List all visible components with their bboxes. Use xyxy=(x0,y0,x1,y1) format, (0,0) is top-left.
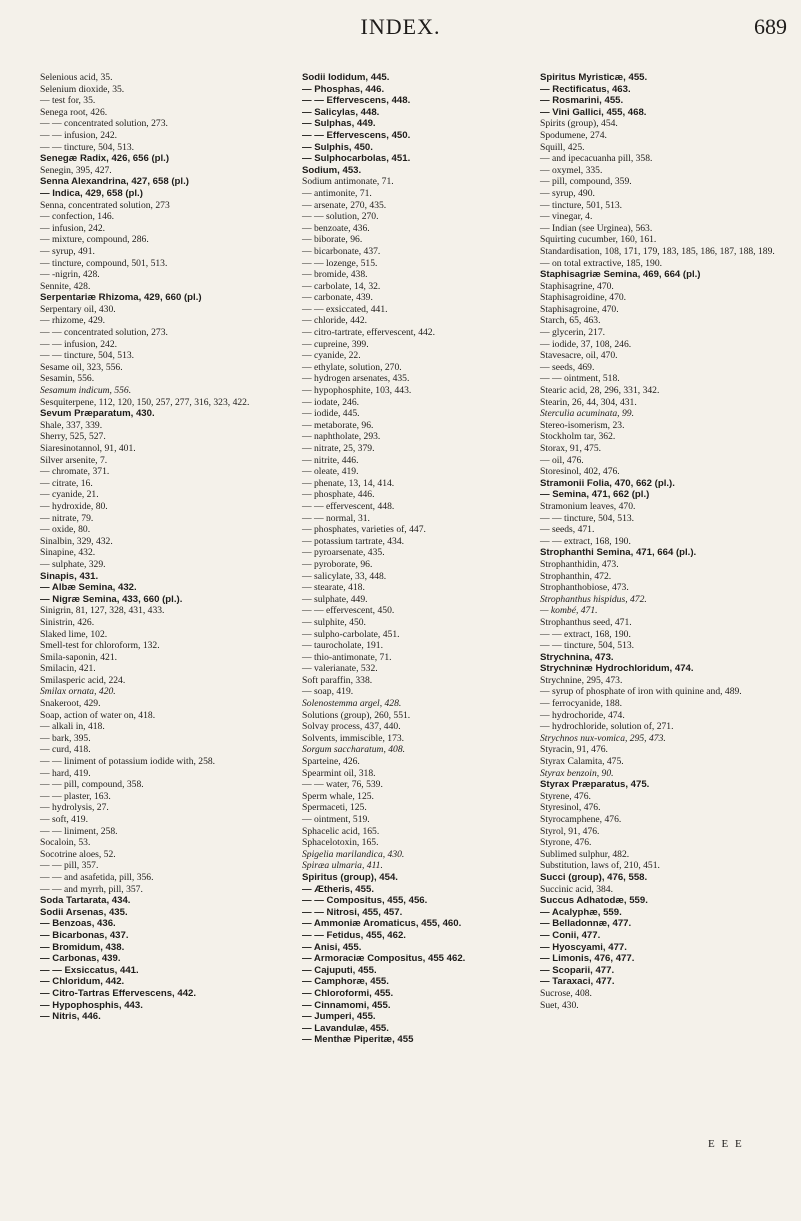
index-entry: Sinigrin, 81, 127, 328, 431, 433. xyxy=(40,605,165,617)
index-entry: — bark, 395. xyxy=(40,732,91,744)
index-entry: — iodate, 246. xyxy=(302,396,360,408)
index-entry: — — Effervescens, 448. xyxy=(302,95,411,107)
index-entry: — Anisi, 455. xyxy=(302,941,362,953)
index-entry: — Cajuputi, 455. xyxy=(302,964,377,976)
index-entry: Staphisagroine, 470. xyxy=(540,303,619,315)
index-entry: — syrup of phosphate of iron with quinine and, 489. xyxy=(540,686,742,698)
index-entry: — Nitris, 446. xyxy=(40,1011,101,1023)
index-entry: — vinegar, 4. xyxy=(540,211,593,223)
index-entry: — sulphate, 329. xyxy=(40,558,106,570)
index-entry: — soap, 419. xyxy=(302,686,354,698)
index-entry: Siaresinotannol, 91, 401. xyxy=(40,443,136,454)
index-entry: Socaloin, 53. xyxy=(40,837,91,849)
index-entry: — Bicarbonas, 437. xyxy=(40,929,129,941)
index-entry: — — tincture, 504, 513. xyxy=(540,512,635,524)
index-entry: Styrax Præparatus, 475. xyxy=(540,779,650,791)
index-entry: Spirits (group), 454. xyxy=(540,118,618,130)
index-entry: — bicarbonate, 437. xyxy=(302,245,381,257)
index-entry: Solutions (group), 260, 551. xyxy=(302,709,411,721)
index-entry: Staphisagroidine, 470. xyxy=(540,292,627,304)
index-entry: Smilasperic acid, 224. xyxy=(40,674,126,686)
index-entry: Stearin, 26, 44, 304, 431. xyxy=(540,396,637,408)
index-entry: — — ointment, 518. xyxy=(540,373,620,385)
index-entry: — — water, 76, 539. xyxy=(302,779,383,791)
index-entry: Senna, concentrated solution, 273 xyxy=(40,199,170,211)
index-entry: Solenostemma argel, 428. xyxy=(302,698,402,710)
index-entry: — — tincture, 504, 513. xyxy=(40,141,135,153)
index-entry: — — liniment of potassium iodide with, 258. xyxy=(40,756,216,768)
index-entry: Squill, 425. xyxy=(540,141,585,153)
index-entry: Sparteine, 426. xyxy=(302,756,360,768)
index-entry: Sperm whale, 125. xyxy=(302,790,374,802)
index-entry: Storax, 91, 475. xyxy=(540,443,602,454)
index-entry: — Nigræ Semina, 433, 660 (pl.). xyxy=(40,593,183,605)
index-entry: — — liniment, 258. xyxy=(40,825,118,837)
index-entry: Sodii Arsenas, 435. xyxy=(40,906,128,918)
index-entry: Senegæ Radix, 426, 656 (pl.) xyxy=(40,153,170,165)
index-entry: — — infusion, 242. xyxy=(40,338,118,350)
index-entry: Serpentary oil, 430. xyxy=(40,303,116,315)
index-entry: — Sulphocarbolas, 451. xyxy=(302,153,411,165)
index-entry: — — tincture, 504, 513. xyxy=(40,350,135,362)
index-entry: Sesamin, 556. xyxy=(40,373,95,385)
index-entry: Sinapine, 432. xyxy=(40,547,96,559)
index-entry: Smilax ornata, 420. xyxy=(40,686,116,698)
index-entry: — — extract, 168, 190. xyxy=(540,535,631,547)
index-entry: — citro-tartrate, effervescent, 442. xyxy=(302,327,436,339)
index-entry: — pill, compound, 359. xyxy=(540,176,632,188)
index-entry: — — plaster, 163. xyxy=(40,790,111,802)
index-entry: Stavesacre, oil, 470. xyxy=(540,350,618,362)
index-entry: Sucrose, 408. xyxy=(540,987,592,999)
index-entry: Selenium dioxide, 35. xyxy=(40,83,125,95)
index-entry: Styrene, 476. xyxy=(540,790,591,802)
index-entry: — bromide, 438. xyxy=(302,269,368,281)
index-entry: Spiritus (group), 454. xyxy=(302,871,398,883)
index-column-2 xyxy=(302,72,564,1046)
index-entry: — alkali in, 418. xyxy=(40,721,105,733)
index-entry: Sublimed sulphur, 482. xyxy=(540,848,630,860)
index-entry: — soft, 419. xyxy=(40,814,88,825)
index-entry: Staphisagriæ Semina, 469, 664 (pl.) xyxy=(540,269,701,281)
index-entry: Stramonium leaves, 470. xyxy=(540,500,636,512)
index-entry: — tincture, 501, 513. xyxy=(540,199,623,211)
index-entry: — — Effervescens, 450. xyxy=(302,129,411,141)
index-entry: Smilacin, 421. xyxy=(40,663,96,675)
index-entry: — Phosphas, 446. xyxy=(302,83,385,95)
index-entry: — Armoraciæ Compositus, 455 462. xyxy=(302,953,466,965)
index-entry: Styrone, 476. xyxy=(540,837,592,849)
index-entry: Spodumene, 274. xyxy=(540,129,607,141)
index-entry: — Vini Gallici, 455, 468. xyxy=(540,106,647,118)
index-entry: — biborate, 96. xyxy=(302,234,363,246)
index-entry: Socotrine aloes, 52. xyxy=(40,848,116,860)
index-entry: Styrax benzoin, 90. xyxy=(540,767,614,779)
index-entry: — phosphate, 446. xyxy=(302,489,375,501)
index-entry: — phosphates, varieties of, 447. xyxy=(302,524,426,536)
index-entry: — thio-antimonate, 71. xyxy=(302,651,392,663)
index-entry: — potassium tartrate, 434. xyxy=(302,535,405,547)
index-entry: Sphacelotoxin, 165. xyxy=(302,837,379,849)
index-entry: — ferrocyanide, 188. xyxy=(540,698,623,710)
index-entry: Solvents, immiscible, 173. xyxy=(302,732,405,744)
index-entry: — hydroxide, 80. xyxy=(40,500,108,512)
index-entry: Sherry, 525, 527. xyxy=(40,431,106,443)
index-entry: Strychninæ Hydrochloridum, 474. xyxy=(540,663,694,675)
index-entry: Sesamum indicum, 556. xyxy=(40,385,132,397)
index-entry: — hydrogen arsenates, 435. xyxy=(302,373,410,385)
index-entry: — Indica, 429, 658 (pl.) xyxy=(40,187,143,199)
index-entry: Sennite, 428. xyxy=(40,280,91,292)
index-entry: Soda Tartarata, 434. xyxy=(40,895,131,907)
index-entry: — Rosmarini, 455. xyxy=(540,95,624,107)
index-entry: Styracin, 91, 476. xyxy=(540,744,608,756)
index-entry: Senega root, 426. xyxy=(40,106,108,118)
index-entry: — curd, 418. xyxy=(40,744,91,756)
index-entry: — chloride, 442. xyxy=(302,315,368,327)
index-entry: — — Exsiccatus, 441. xyxy=(40,964,139,976)
index-column-3 xyxy=(540,72,801,1011)
index-entry: Sevum Præparatum, 430. xyxy=(40,408,155,420)
index-entry: — — Fetidus, 455, 462. xyxy=(302,929,406,941)
index-entry: — Hypophosphis, 443. xyxy=(40,999,143,1011)
index-entry: — Cinnamomi, 455. xyxy=(302,999,391,1011)
index-entry: Spiritus Myristicæ, 455. xyxy=(540,72,648,83)
index-entry: — — solution, 270. xyxy=(302,211,379,223)
index-entry: — naphtholate, 293. xyxy=(302,431,381,443)
index-entry: — Citro-Tartras Effervescens, 442. xyxy=(40,987,197,999)
index-entry: Spermaceti, 125. xyxy=(302,802,367,814)
index-entry: Stockholm tar, 362. xyxy=(540,431,616,443)
index-entry: — — extract, 168, 190. xyxy=(540,628,631,640)
index-entry: Sesquiterpene, 112, 120, 150, 257, 277, 316, 323, 422. xyxy=(40,396,250,408)
index-entry: Slaked lime, 102. xyxy=(40,628,108,640)
index-entry: Sinistrin, 426. xyxy=(40,616,95,628)
index-entry: — stearate, 418. xyxy=(302,582,365,594)
index-entry: Senegin, 395, 427. xyxy=(40,164,112,176)
index-entry: — cupreine, 399. xyxy=(302,338,369,350)
index-entry: — nitrate, 79. xyxy=(40,512,94,524)
index-entry: — — lozenge, 515. xyxy=(302,257,378,269)
index-entry: — — exsiccated, 441. xyxy=(302,303,388,315)
index-entry: — Scoparii, 477. xyxy=(540,964,615,976)
index-entry: — Sulphis, 450. xyxy=(302,141,373,153)
index-entry: — ethylate, solution, 270. xyxy=(302,361,402,373)
index-entry: — Sulphas, 449. xyxy=(302,118,376,130)
index-entry: — Taraxaci, 477. xyxy=(540,976,615,988)
index-entry: — syrup, 491. xyxy=(40,245,95,257)
index-entry: — Acalyphæ, 559. xyxy=(540,906,622,918)
index-entry: Sinapis, 431. xyxy=(40,570,99,582)
index-entry: Spigelia marilandica, 430. xyxy=(302,848,405,860)
index-entry: Serpentariæ Rhizoma, 429, 660 (pl.) xyxy=(40,292,202,304)
index-entry: — Camphoræ, 455. xyxy=(302,976,389,988)
index-entry: Sodium antimonate, 71. xyxy=(302,176,394,188)
index-entry: — — normal, 31. xyxy=(302,512,370,524)
index-entry: — Semina, 471, 662 (pl.) xyxy=(540,489,650,501)
index-entry: — Ætheris, 455. xyxy=(302,883,374,895)
index-entry: — taurocholate, 191. xyxy=(302,640,383,652)
index-entry: — kombé, 471. xyxy=(540,605,598,617)
index-entry: — salicylate, 33, 448. xyxy=(302,570,387,582)
index-column-1 xyxy=(40,72,302,1023)
index-entry: — — and asafetida, pill, 356. xyxy=(40,871,154,883)
index-entry: — cyanide, 21. xyxy=(40,489,99,501)
index-entry: — Rectificatus, 463. xyxy=(540,83,631,95)
index-entry: — tincture, compound, 501, 513. xyxy=(40,257,168,269)
index-entry: Standardisation, 108, 171, 179, 183, 185, 186, 187, 188, 189. xyxy=(540,245,775,257)
index-entry: Succinic acid, 384. xyxy=(540,883,613,895)
index-entry: — valerianate, 532. xyxy=(302,663,378,675)
index-entry: Smila-saponin, 421. xyxy=(40,651,118,663)
index-entry: — chromate, 371. xyxy=(40,466,110,478)
index-entry: — Chloroformi, 455. xyxy=(302,987,394,999)
index-entry: — — effervescent, 450. xyxy=(302,605,395,617)
index-entry: — — concentrated solution, 273. xyxy=(40,118,168,130)
index-entry: — -nigrin, 428. xyxy=(40,269,100,281)
index-entry: — — Nitrosi, 455, 457. xyxy=(302,906,403,918)
index-entry: — metaborate, 96. xyxy=(302,419,374,431)
index-entry: — test for, 35. xyxy=(40,95,96,107)
index-entry: — — Compositus, 455, 456. xyxy=(302,895,428,907)
index-entry: — seeds, 469. xyxy=(540,361,595,373)
index-entry: — seeds, 471. xyxy=(540,524,595,536)
index-entry: — hypophosphite, 103, 443. xyxy=(302,385,412,397)
index-entry: — infusion, 242. xyxy=(40,222,106,234)
index-entry: — carbonate, 439. xyxy=(302,292,373,304)
index-entry: Stereo-isomerism, 23. xyxy=(540,419,625,431)
index-entry: — — pill, compound, 358. xyxy=(40,779,144,791)
page-title: INDEX. xyxy=(360,14,441,39)
index-entry: Strychnine, 295, 473. xyxy=(540,674,623,686)
index-entry: Silver arsenite, 7. xyxy=(40,454,108,466)
index-entry: — confection, 146. xyxy=(40,211,115,223)
index-entry: — Limonis, 476, 477. xyxy=(540,953,635,965)
index-entry: Staphisagrine, 470. xyxy=(540,280,614,292)
index-entry: Succi (group), 476, 558. xyxy=(540,871,648,883)
index-entry: — Ammoniæ Aromaticus, 455, 460. xyxy=(302,918,462,930)
index-entry: — oxide, 80. xyxy=(40,524,91,536)
index-entry: — arsenate, 270, 435. xyxy=(302,199,387,211)
index-entry: — nitrate, 25, 379. xyxy=(302,443,375,454)
index-columns xyxy=(0,72,801,1212)
index-entry: Spiræa ulmaria, 411. xyxy=(302,860,383,872)
index-entry: — rhizome, 429. xyxy=(40,315,106,327)
index-entry: Strophanthin, 472. xyxy=(540,570,612,582)
index-entry: Strophanthus seed, 471. xyxy=(540,616,632,628)
index-entry: — Chloridum, 442. xyxy=(40,976,125,988)
index-entry: Selenious acid, 35. xyxy=(40,72,113,83)
index-entry: — hydrolysis, 27. xyxy=(40,802,109,814)
index-entry: Styrocamphene, 476. xyxy=(540,814,622,825)
index-entry: Stramonii Folia, 470, 662 (pl.). xyxy=(540,477,675,489)
index-entry: — antimonite, 71. xyxy=(302,187,372,199)
index-entry: — sulpho-carbolate, 451. xyxy=(302,628,400,640)
index-entry: Stearic acid, 28, 296, 331, 342. xyxy=(540,385,660,397)
index-entry: — — pill, 357. xyxy=(40,860,99,872)
index-entry: — hydrochoride, 474. xyxy=(540,709,625,721)
index-entry: Starch, 65, 463. xyxy=(540,315,601,327)
index-entry: — iodide, 37, 108, 246. xyxy=(540,338,632,350)
index-entry: — Albæ Semina, 432. xyxy=(40,582,137,594)
index-entry: Strophanthus hispidus, 472. xyxy=(540,593,647,605)
index-entry: — Lavandulæ, 455. xyxy=(302,1022,389,1034)
index-entry: — — infusion, 242. xyxy=(40,129,118,141)
index-entry: — oleate, 419. xyxy=(302,466,359,478)
index-entry: Sorgum saccharatum, 408. xyxy=(302,744,406,756)
index-entry: — — concentrated solution, 273. xyxy=(40,327,168,339)
index-entry: Strophanthobiose, 473. xyxy=(540,582,629,594)
index-entry: Solvay process, 437, 440. xyxy=(302,721,401,733)
index-entry: — oil, 476. xyxy=(540,454,584,466)
index-entry: Strychnina, 473. xyxy=(540,651,614,663)
index-entry: Sesame oil, 323, 556. xyxy=(40,361,123,373)
index-entry: — Menthæ Piperitæ, 455 xyxy=(302,1034,414,1046)
index-entry: Strophanthidin, 473. xyxy=(540,558,619,570)
index-entry: Styrax Calamita, 475. xyxy=(540,756,624,768)
index-entry: — mixture, compound, 286. xyxy=(40,234,149,246)
index-entry: — and ipecacuanha pill, 358. xyxy=(540,153,653,165)
index-entry: Styresinol, 476. xyxy=(540,802,601,814)
index-entry: Shale, 337, 339. xyxy=(40,419,103,431)
index-entry: — Bromidum, 438. xyxy=(40,941,125,953)
index-entry: Strophanthi Semina, 471, 664 (pl.). xyxy=(540,547,697,559)
index-entry: — syrup, 490. xyxy=(540,187,595,199)
index-entry: Succus Adhatodæ, 559. xyxy=(540,895,648,907)
index-entry: — benzoate, 436. xyxy=(302,222,370,234)
index-entry: — nitrite, 446. xyxy=(302,454,359,466)
index-entry: — oxymel, 335. xyxy=(540,164,603,176)
index-entry: — hydrochloride, solution of, 271. xyxy=(540,721,674,733)
index-entry: Sodium, 453. xyxy=(302,164,362,176)
index-entry: — citrate, 16. xyxy=(40,477,93,489)
index-entry: Storesinol, 402, 476. xyxy=(540,466,620,478)
index-entry: — Carbonas, 439. xyxy=(40,953,121,965)
index-entry: — — and myrrh, pill, 357. xyxy=(40,883,143,895)
index-entry: — ointment, 519. xyxy=(302,814,370,825)
index-entry: — Benzoas, 436. xyxy=(40,918,116,930)
index-entry: Squirting cucumber, 160, 161. xyxy=(540,234,657,246)
index-entry: Senna Alexandrina, 427, 658 (pl.) xyxy=(40,176,189,188)
index-entry: Strychnos nux-vomica, 295, 473. xyxy=(540,732,666,744)
index-entry: Sinalbin, 329, 432. xyxy=(40,535,113,547)
index-entry: — phenate, 13, 14, 414. xyxy=(302,477,395,489)
index-entry: — sulphate, 449. xyxy=(302,593,368,605)
index-entry: — Jumperi, 455. xyxy=(302,1011,376,1023)
index-entry: Smell-test for chloroform, 132. xyxy=(40,640,160,652)
index-entry: — pyroarsenate, 435. xyxy=(302,547,385,559)
index-entry: — Belladonnæ, 477. xyxy=(540,918,632,930)
index-entry: — hard, 419. xyxy=(40,767,91,779)
index-entry: — pyroborate, 96. xyxy=(302,558,373,570)
index-entry: Sterculia acuminata, 99. xyxy=(540,408,634,420)
index-entry: Snakeroot, 429. xyxy=(40,698,101,710)
index-entry: — — effervescent, 448. xyxy=(302,500,395,512)
index-entry: — glycerin, 217. xyxy=(540,327,606,339)
index-entry: Soft paraffin, 338. xyxy=(302,674,373,686)
index-entry: — cyanide, 22. xyxy=(302,350,361,362)
signature-mark: E E E xyxy=(708,1138,744,1150)
index-entry: Suet, 430. xyxy=(540,999,579,1011)
index-entry: Styrol, 91, 476. xyxy=(540,825,600,837)
index-entry: Spearmint oil, 318. xyxy=(302,767,376,779)
index-entry: — carbolate, 14, 32. xyxy=(302,280,381,292)
index-entry: Substitution, laws of, 210, 451. xyxy=(540,860,660,872)
index-entry: — sulphite, 450. xyxy=(302,616,366,628)
index-entry: — Indian (see Urginea), 563. xyxy=(540,222,653,234)
page-header xyxy=(0,14,801,54)
index-entry: — Hyoscyami, 477. xyxy=(540,941,627,953)
page-number: 689 xyxy=(754,14,787,39)
index-entry: — on total extractive, 185, 190. xyxy=(540,257,663,269)
index-entry: — Salicylas, 448. xyxy=(302,106,380,118)
index-entry: Sodii Iodidum, 445. xyxy=(302,72,390,83)
index-entry: — — tincture, 504, 513. xyxy=(540,640,635,652)
index-entry: — Conii, 477. xyxy=(540,929,601,941)
index-entry: — iodide, 445. xyxy=(302,408,360,420)
index-entry: Sphacelic acid, 165. xyxy=(302,825,380,837)
index-entry: Soap, action of water on, 418. xyxy=(40,709,156,721)
